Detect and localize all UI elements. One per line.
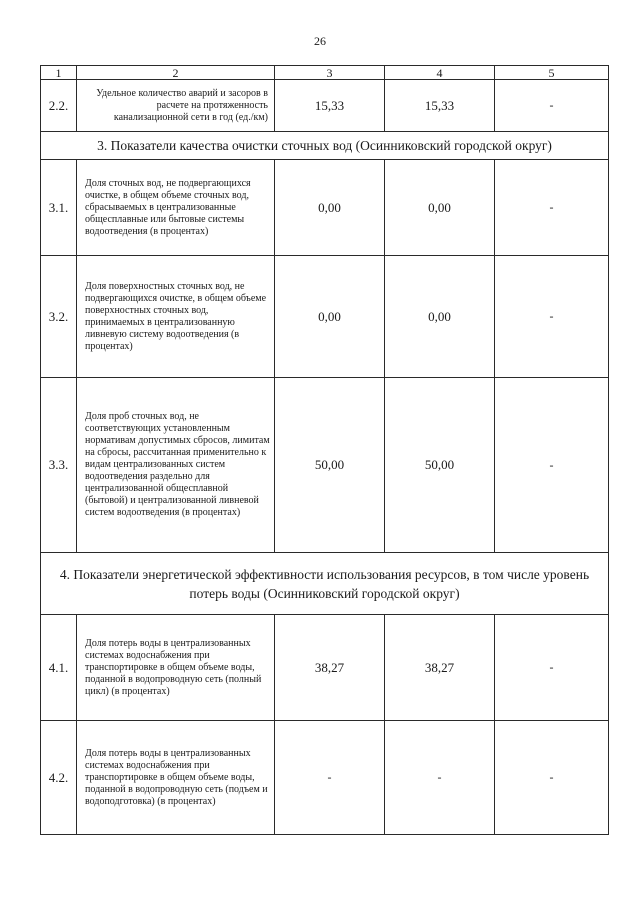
row-value-col3: 0,00 bbox=[275, 160, 385, 256]
row-number: 3.1. bbox=[41, 160, 77, 256]
row-number: 2.2. bbox=[41, 80, 77, 132]
row-value-col3: 0,00 bbox=[275, 256, 385, 378]
section-row bbox=[41, 553, 609, 615]
row-description: Доля проб сточных вод, не соответствующих установленным нормативам допустимых сбросов, лимитам на сбросы, рассчитанная применительно к видам централизованных систем водоотведения раздельно для централизованной общесплавной (бытовой) и централизованной ливневой систем водоотведения (в процентах) bbox=[77, 378, 275, 553]
page-number: 26 bbox=[314, 34, 326, 48]
header-row bbox=[41, 66, 609, 80]
row-value-col3: 38,27 bbox=[275, 615, 385, 721]
table-row bbox=[41, 160, 609, 256]
row-description: Доля сточных вод, не подвергающихся очистке, в общем объеме сточных вод, сбрасываемых в централизованные общесплавные или бытовые системы водоотведения (в процентах) bbox=[77, 160, 275, 256]
header-cell-1: 1 bbox=[41, 66, 77, 80]
row-value-col4: - bbox=[385, 721, 495, 835]
row-description: Удельное количество аварий и засоров в расчете на протяженность канализационной сети в год (ед./км) bbox=[77, 80, 275, 132]
row-value-col4: 50,00 bbox=[385, 378, 495, 553]
row-description: Доля поверхностных сточных вод, не подвергающихся очистке, в общем объеме поверхностных сточных вод, принимаемых в централизованную ливневую систему водоотведения (в процентах) bbox=[77, 256, 275, 378]
row-value-col5: - bbox=[495, 378, 609, 553]
table-row bbox=[41, 256, 609, 378]
header-cell-4: 4 bbox=[385, 66, 495, 80]
row-value-col3: 50,00 bbox=[275, 378, 385, 553]
row-value-col4: 15,33 bbox=[385, 80, 495, 132]
header-cell-5: 5 bbox=[495, 66, 609, 80]
table-row bbox=[41, 615, 609, 721]
table-row bbox=[41, 721, 609, 835]
row-value-col5: - bbox=[495, 80, 609, 132]
row-number: 3.2. bbox=[41, 256, 77, 378]
row-value-col5: - bbox=[495, 160, 609, 256]
row-number: 4.1. bbox=[41, 615, 77, 721]
row-value-col3: 15,33 bbox=[275, 80, 385, 132]
row-number: 4.2. bbox=[41, 721, 77, 835]
header-cell-2: 2 bbox=[77, 66, 275, 80]
row-value-col5: - bbox=[495, 256, 609, 378]
row-value-col4: 38,27 bbox=[385, 615, 495, 721]
row-number: 3.3. bbox=[41, 378, 77, 553]
section-title: 3. Показатели качества очистки сточных вод (Осинниковский городской округ) bbox=[41, 132, 609, 160]
row-value-col5: - bbox=[495, 615, 609, 721]
row-value-col3: - bbox=[275, 721, 385, 835]
section-row bbox=[41, 132, 609, 160]
indicators-table bbox=[40, 65, 609, 835]
row-value-col4: 0,00 bbox=[385, 160, 495, 256]
table-row bbox=[41, 80, 609, 132]
row-value-col4: 0,00 bbox=[385, 256, 495, 378]
row-value-col5: - bbox=[495, 721, 609, 835]
row-description: Доля потерь воды в централизованных системах водоснабжения при транспортировке в общем объеме воды, поданной в водопроводную сеть (подъем и водоподготовка) (в процентах) bbox=[77, 721, 275, 835]
section-title: 4. Показатели энергетической эффективности использования ресурсов, в том числе уровень потерь воды (Осинниковский городской округ) bbox=[41, 553, 609, 615]
header-cell-3: 3 bbox=[275, 66, 385, 80]
table-row bbox=[41, 378, 609, 553]
row-description: Доля потерь воды в централизованных системах водоснабжения при транспортировке в общем объеме воды, поданной в водопроводную сеть (полный цикл) (в процентах) bbox=[77, 615, 275, 721]
